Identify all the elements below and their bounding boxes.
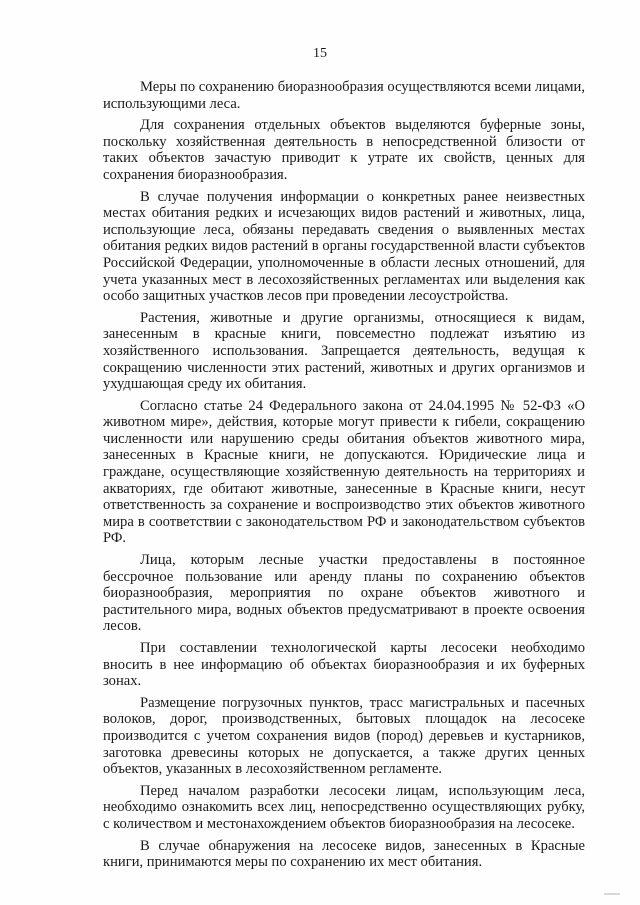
paragraph-habitat-information: В случае получения информации о конкретных ранее неизвестных местах обитания редких и исчезающих видов растений и животных, лица, использующие леса, обязаны передавать сведения о выявленных местах обитания редких видов растений в органы государственной власти субъектов Российской Федерации, уполномоченные в области лесных отношений, для учета указанных мест в лесохозяйственных регламентах или выделения как особо защитных участков лесов при проведении лесоустройства. (103, 188, 585, 305)
paragraph-loading-points-placement: Размещение погрузочных пунктов, трасс магистральных и пасечных волоков, дорог, производственных, бытовых площадок на лесосеке производится с учетом сохранения видов (пород) деревьев и кустарников, заготовка древесины которых не допускается, а также других ценных объектов, указанных в лесохозяйственном регламенте. (103, 694, 585, 778)
paragraph-red-book-organisms: Растения, животные и другие организмы, относящиеся к видам, занесенным в красные книги, повсеместно подлежат изъятию из хозяйственного использования. Запрещается деятельность, ведущая к сокращению численности этих растений, животных и других организмов и ухудшающая среду их обитания. (103, 309, 585, 393)
paragraph-red-book-species-found: В случае обнаружения на лесосеке видов, занесенных в Красные книги, принимаются меры по сохранению их мест обитания. (103, 837, 585, 871)
paragraph-technological-map: При составлении технологической карты лесосеки необходимо вносить в нее информацию об объектах биоразнообразия и их буферных зонах. (103, 640, 585, 690)
paragraph-federal-law-article-24: Согласно статье 24 Федерального закона от 24.04.1995 № 52-ФЗ «О животном мире», действия, которые могут привести к гибели, сокращению численности или нарушению среды обитания объектов животного мира, занесенных в Красные книги, не допускаются. Юридические лица и граждане, осуществляющие хозяйственную деятельность на территориях и акваториях, где обитают животные, занесенные в Красные книги, несут ответственность за сохранение и воспроизводство этих объектов животного мира в соответствии с законодательством РФ и законодательством субъектов РФ. (103, 397, 585, 547)
paragraph-forest-plot-users: Лица, которым лесные участки предоставлены в постоянное бессрочное пользование или аренду планы по сохранению объектов биоразнообразия, мероприятия по охране объектов животного и растительного мира, водных объектов предусматривают в проекте освоения лесов. (103, 552, 585, 635)
document-body (103, 79, 585, 876)
paragraph-buffer-zones: Для сохранения отдельных объектов выделяются буферные зоны, поскольку хозяйственная деятельность в непосредственной близости от таких объектов зачастую приводит к утрате их свойств, ценных для сохранения биоразнообразия. (103, 117, 585, 183)
page-number: 15 (313, 46, 327, 61)
paragraph-biodiversity-measures: Меры по сохранению биоразнообразия осуществляются всеми лицами, использующими леса. (103, 79, 585, 112)
paragraph-worker-briefing: Перед началом разработки лесосеки лицам, использующим леса, необходимо ознакомить всех лиц, непосредственно осуществляющих рубку, с количеством и местонахождением объектов биоразнообразия на лесосеке. (103, 782, 585, 832)
scan-corner-mark (604, 893, 620, 895)
